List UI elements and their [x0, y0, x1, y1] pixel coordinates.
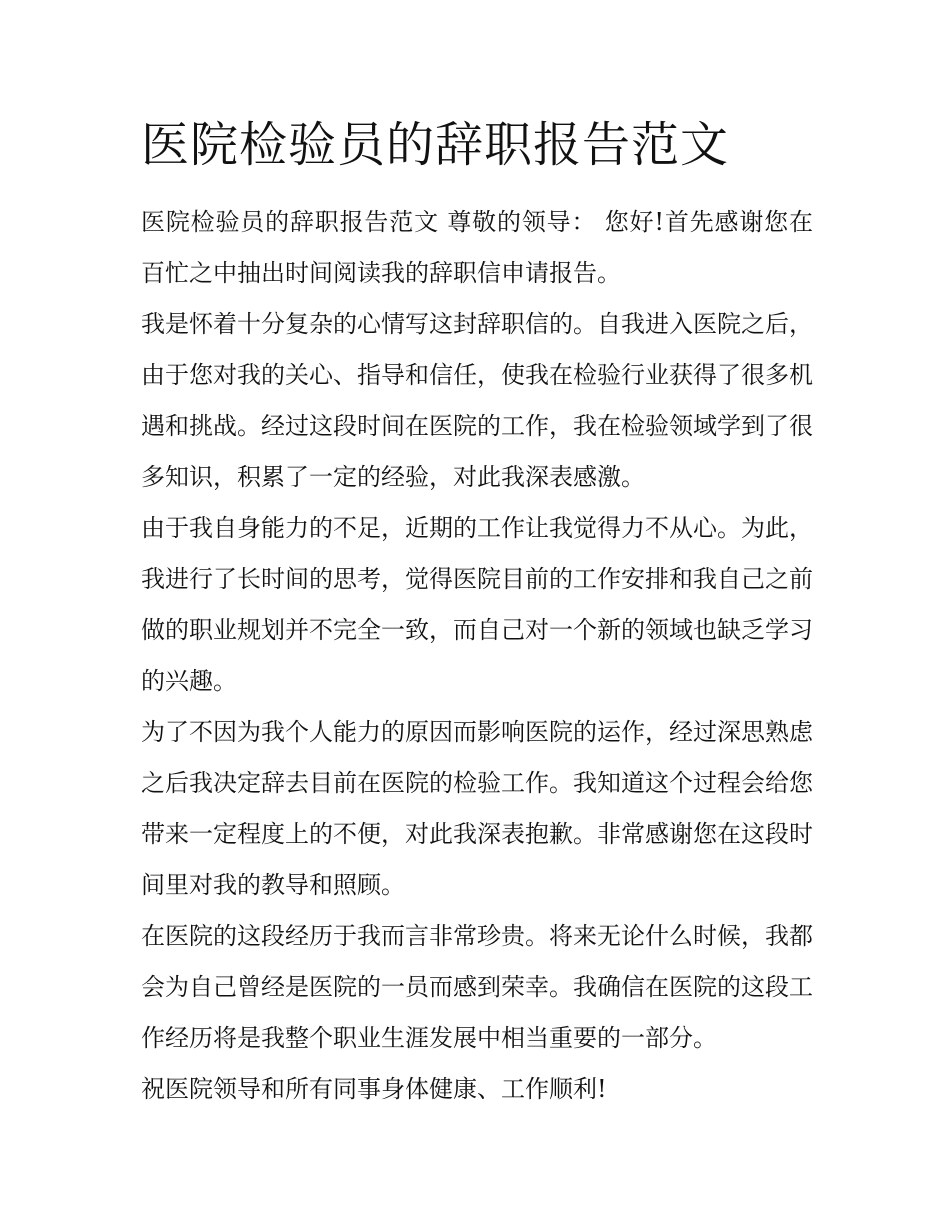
paragraph-decision: 为了不因为我个人能力的原因而影响医院的运作，经过深思熟虑之后我决定辞去目前在医院的检验工作。我知道这个过程会给您带来一定程度上的不便，对此我深表抱歉。非常感谢您在这段时间里对我的教导和照顾。	[141, 718, 813, 899]
paragraph-closing: 祝医院领导和所有同事身体健康、工作顺利!	[141, 1075, 607, 1103]
document-title: 医院检验员的辞职报告范文	[141, 117, 730, 173]
paragraph-greeting: 医院检验员的辞职报告范文 尊敬的领导： 您好!首先感谢您在百忙之中抽出时间阅读我的辞职信申请报告。	[141, 208, 813, 287]
paragraph-reason: 由于我自身能力的不足，近期的工作让我觉得力不从心。为此，我进行了长时间的思考，觉得医院目前的工作安排和我自己之前做的职业规划并不完全一致，而自己对一个新的领域也缺乏学习的兴趣。	[141, 514, 813, 695]
paragraph-reflection: 在医院的这段经历于我而言非常珍贵。将来无论什么时候，我都会为自己曾经是医院的一员而感到荣幸。我确信在医院的这段工作经历将是我整个职业生涯发展中相当重要的一部分。	[141, 922, 813, 1052]
paragraph-gratitude: 我是怀着十分复杂的心情写这封辞职信的。自我进入医院之后，由于您对我的关心、指导和信任，使我在检验行业获得了很多机遇和挑战。经过这段时间在医院的工作，我在检验领域学到了很多知识，积累了一定的经验，对此我深表感激。	[141, 310, 813, 491]
document-body	[141, 197, 813, 1115]
